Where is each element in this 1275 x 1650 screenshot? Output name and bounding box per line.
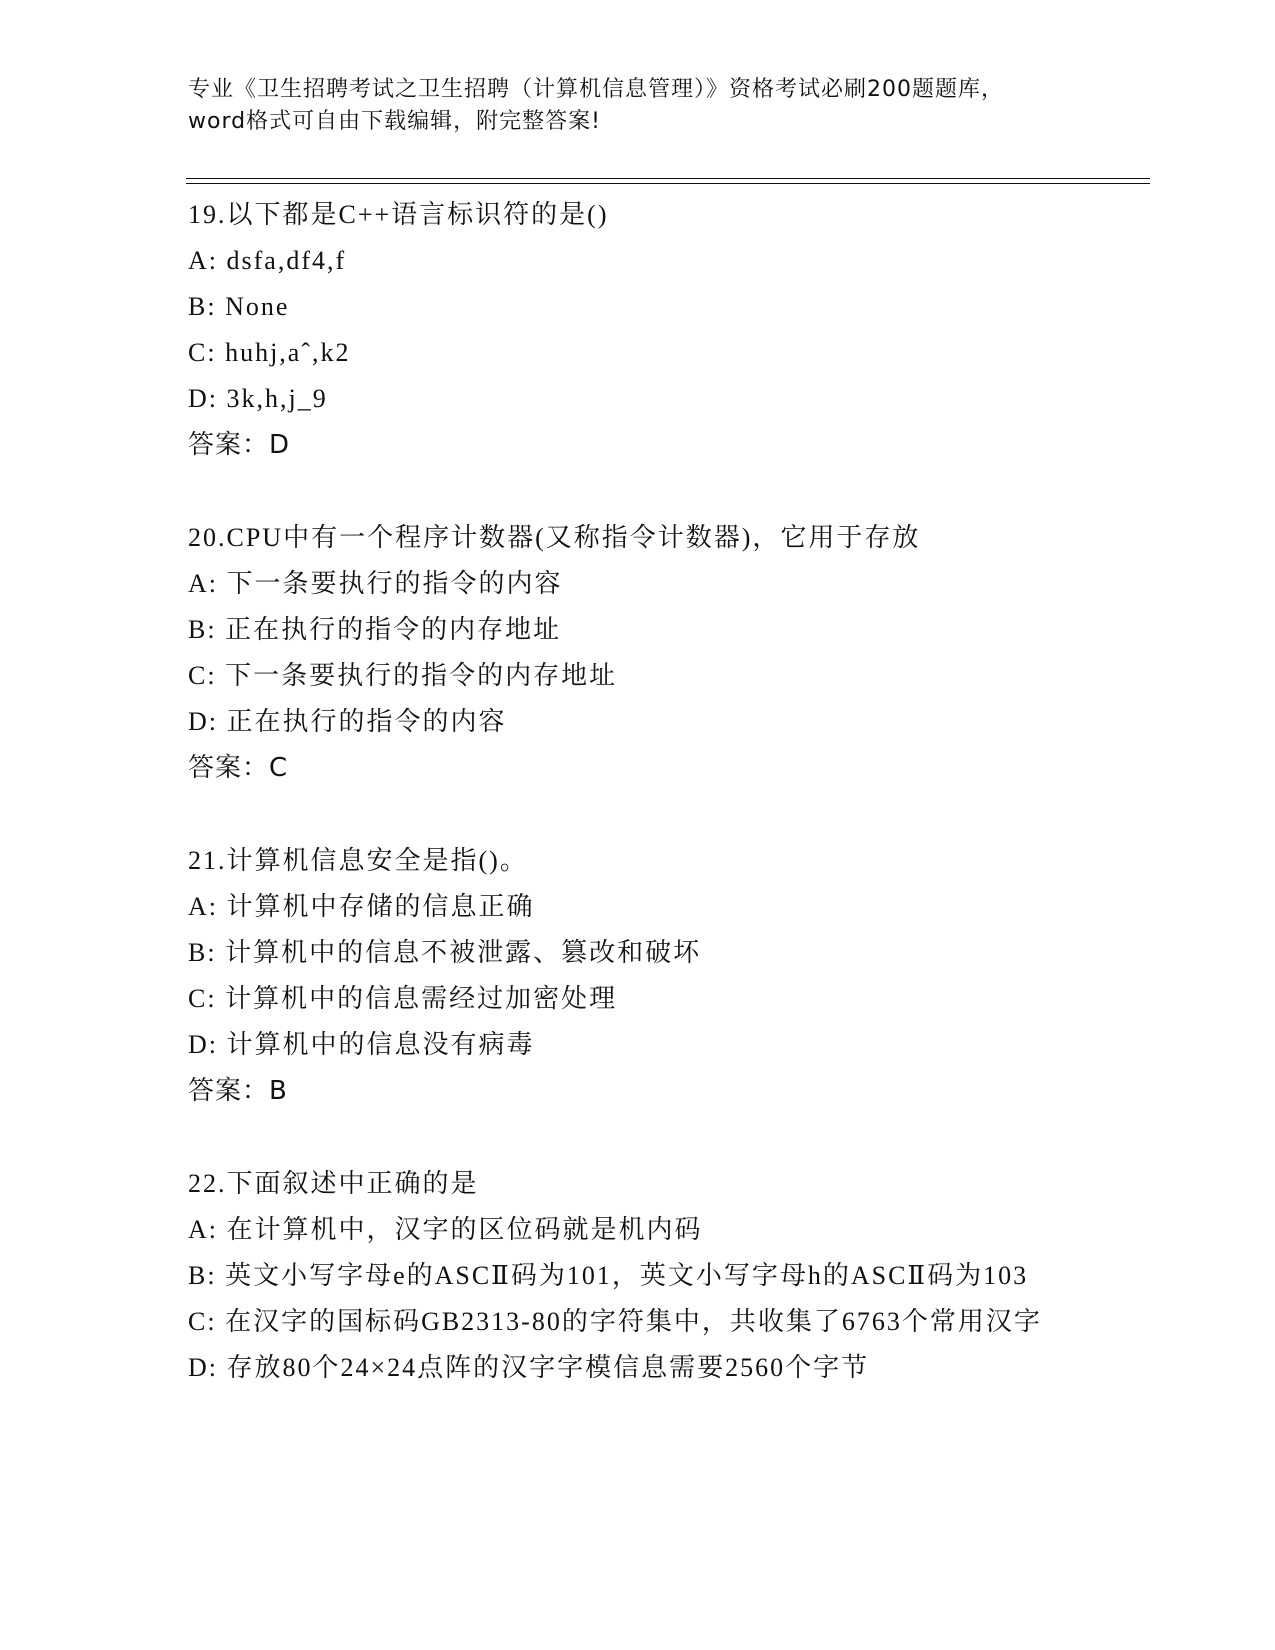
option-a: A: 计算机中存储的信息正确 (188, 892, 535, 921)
option-b: B: 英文小写字母e的ASCⅡ码为101，英文小写字母h的ASCⅡ码为103 (188, 1261, 1029, 1290)
option-c: C: 在汉字的国标码GB2313-80的字符集中，共收集了6763个常用汉字 (188, 1307, 1042, 1336)
question-spacer (188, 468, 1088, 515)
option-c: C: 计算机中的信息需经过加密处理 (188, 984, 618, 1013)
question-list (188, 192, 1088, 1391)
question-21 (188, 838, 1088, 1114)
question-stem: 20.CPU中有一个程序计数器(又称指令计数器)，它用于存放 (188, 523, 921, 552)
question-stem: 19.以下都是C++语言标识符的是() (188, 200, 609, 229)
option-d: D: 存放80个24×24点阵的汉字字模信息需要2560个字节 (188, 1353, 870, 1382)
answer-line: 答案：B (188, 1076, 288, 1106)
option-a: A: 在计算机中，汉字的区位码就是机内码 (188, 1215, 703, 1244)
question-stem: 22.下面叙述中正确的是 (188, 1169, 479, 1198)
header-divider-top (186, 178, 1150, 179)
option-c: C: huhj,aˆ,k2 (188, 338, 351, 367)
header-line-1: 专业《卫生招聘考试之卫生招聘（计算机信息管理）》资格考试必刷200题题库， (188, 77, 1004, 102)
question-spacer (188, 791, 1088, 838)
option-c: C: 下一条要执行的指令的内存地址 (188, 661, 618, 690)
header-line-2: word格式可自由下载编辑，附完整答案! (188, 109, 601, 134)
question-22 (188, 1161, 1088, 1391)
question-spacer (188, 1114, 1088, 1161)
document-header (188, 74, 1088, 138)
question-19 (188, 192, 1088, 468)
option-a: A: dsfa,df4,f (188, 246, 347, 275)
header-divider-bottom (186, 183, 1150, 184)
option-b: B: 正在执行的指令的内存地址 (188, 615, 562, 644)
answer-line: 答案：D (188, 430, 291, 460)
question-stem: 21.计算机信息安全是指()。 (188, 846, 528, 875)
answer-line: 答案：C (188, 753, 289, 783)
option-d: D: 正在执行的指令的内容 (188, 707, 507, 736)
option-a: A: 下一条要执行的指令的内容 (188, 569, 563, 598)
option-b: B: None (188, 292, 290, 321)
question-20 (188, 515, 1088, 791)
option-d: D: 计算机中的信息没有病毒 (188, 1030, 535, 1059)
option-b: B: 计算机中的信息不被泄露、篡改和破坏 (188, 938, 702, 967)
option-d: D: 3k,h,j_9 (188, 384, 328, 413)
